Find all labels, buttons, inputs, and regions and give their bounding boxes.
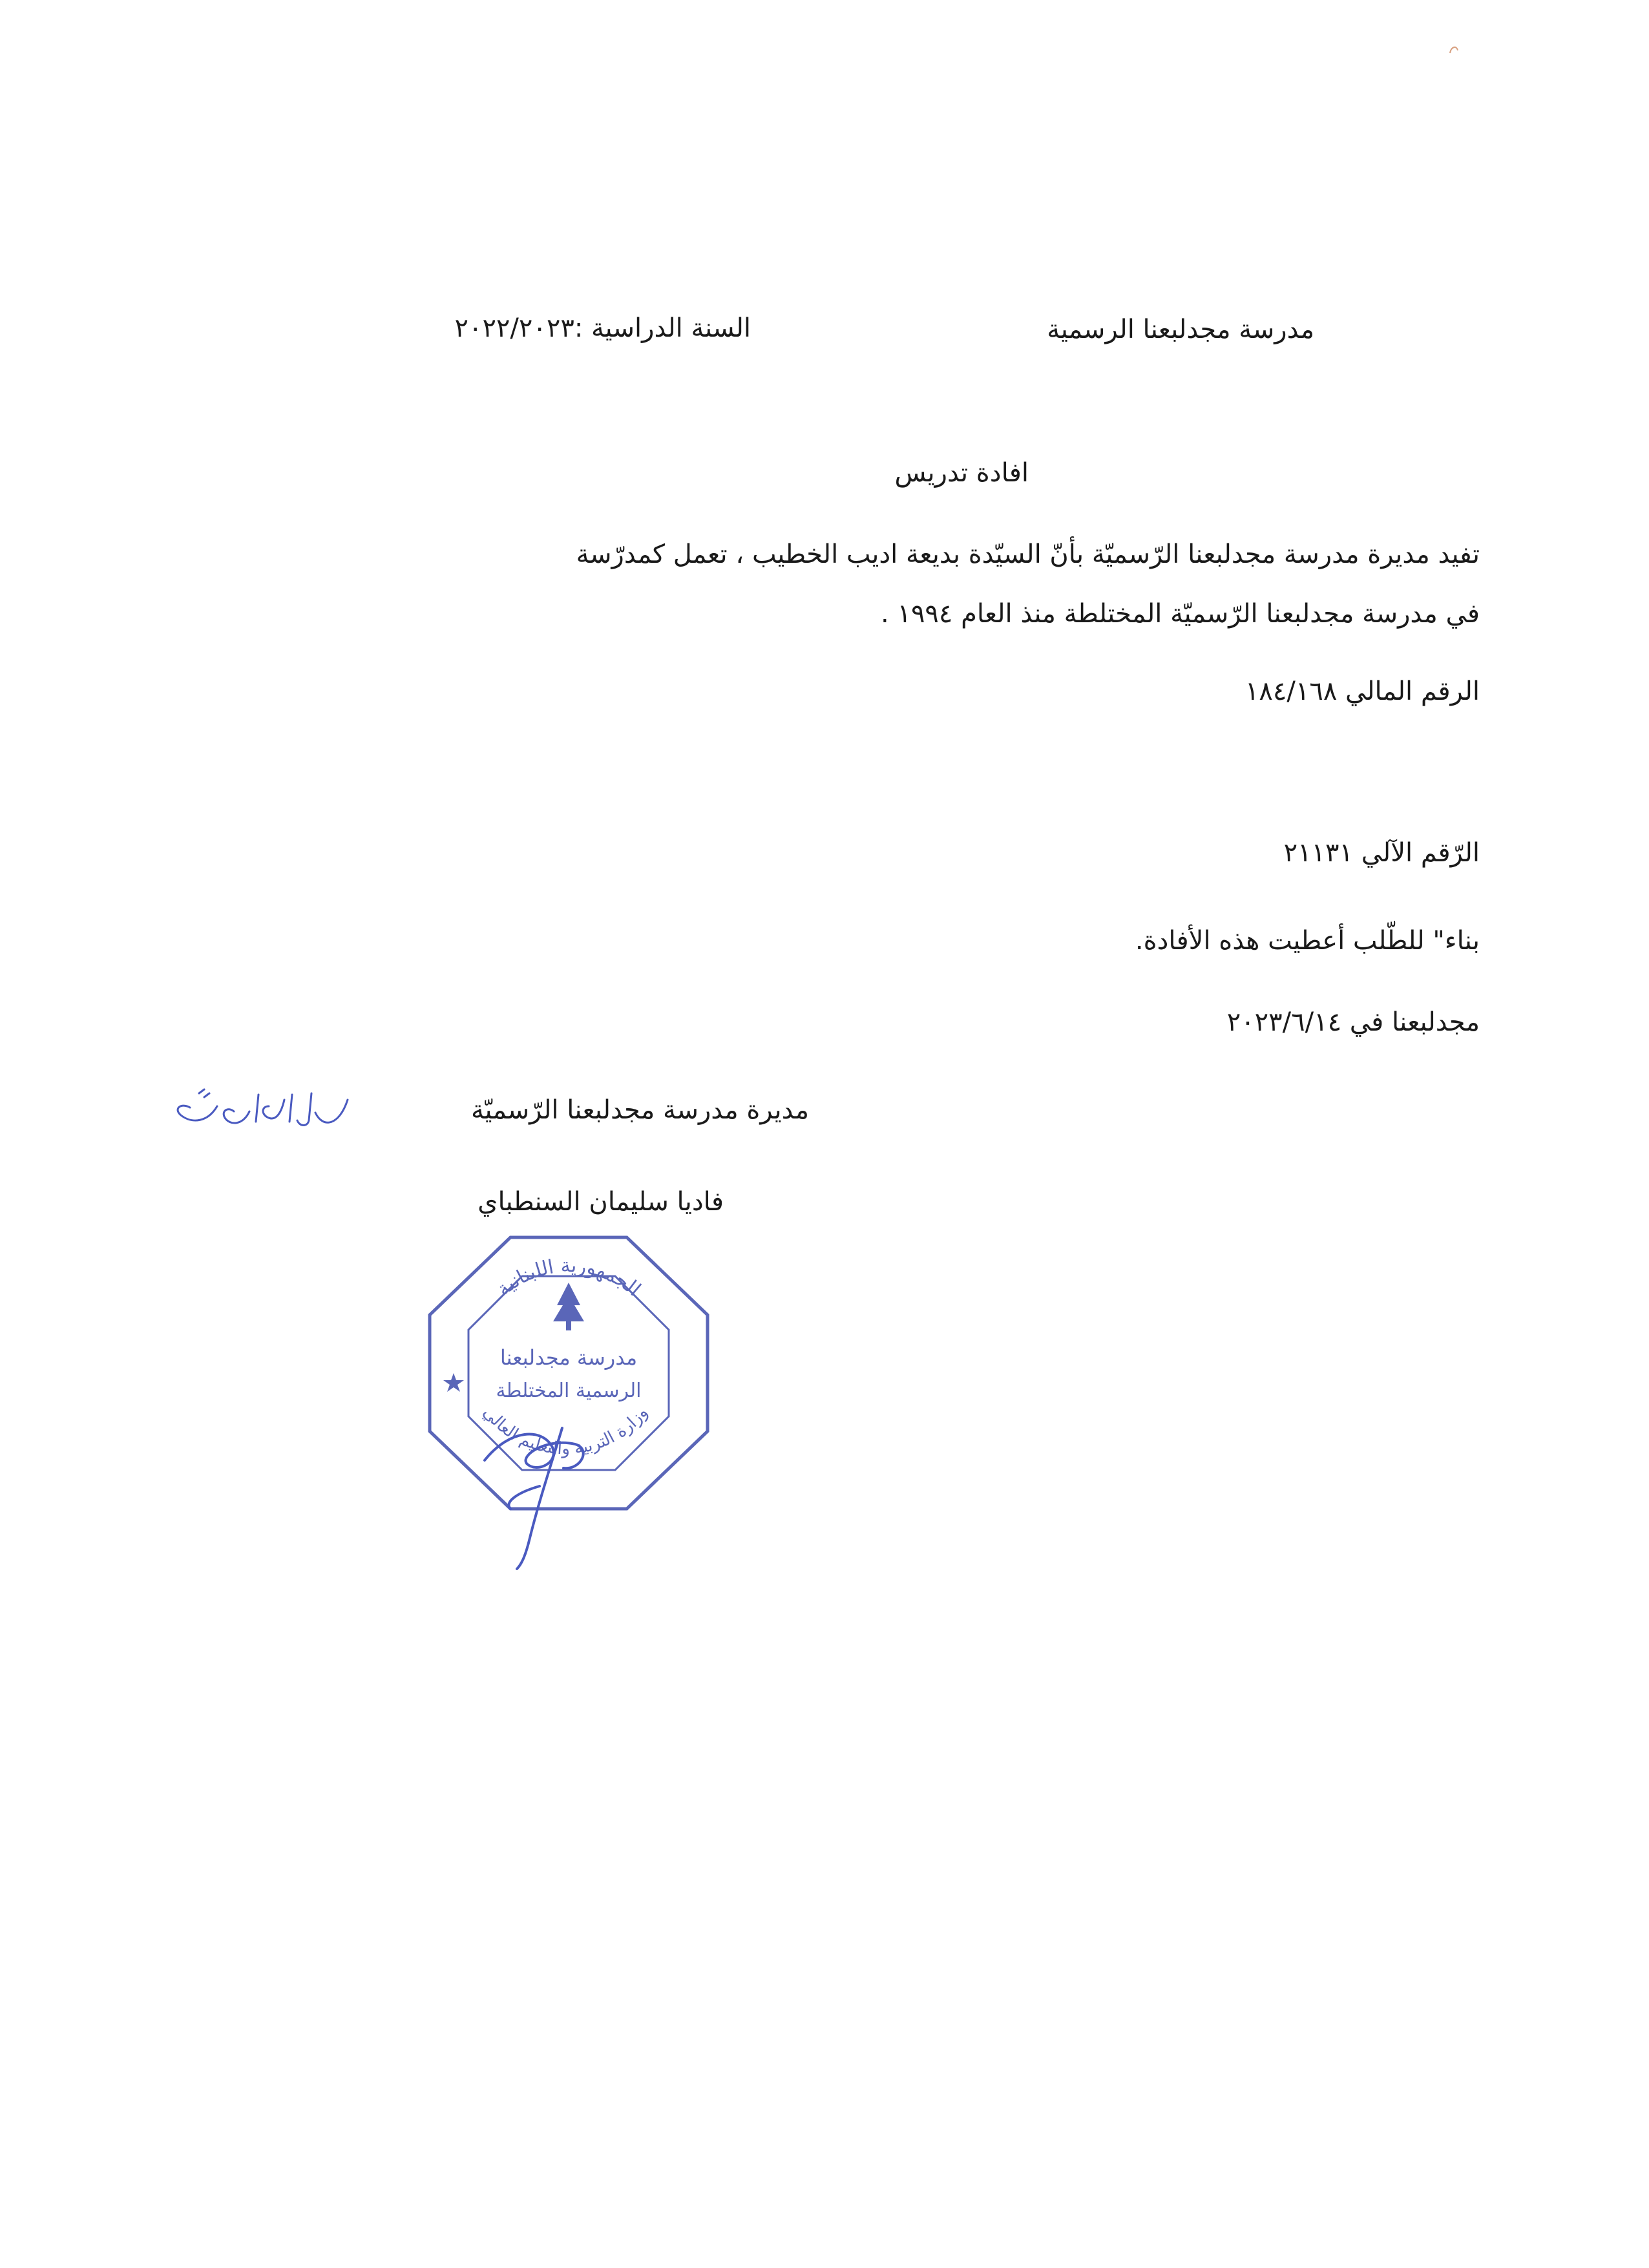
signatory-name: فاديا سليمان السنطباي <box>478 1187 724 1217</box>
document-title: افادة تدريس <box>894 458 1029 488</box>
svg-text:وزارة التربية والتعليم العالي <box>479 1403 651 1458</box>
official-stamp <box>414 1215 717 1577</box>
stamp-center-line-1: مدرسة مجدلبعنا <box>499 1345 638 1370</box>
star-icon <box>443 1373 464 1392</box>
request-note: بناء" للطّلب أعطيت هذه الأفادة. <box>1135 926 1480 956</box>
signatory-role: مديرة مدرسة مجدلبعنا الرّسميّة <box>470 1095 809 1125</box>
academic-year: السنة الدراسية :٢٠٢٢/٢٠٢٣ <box>454 313 751 343</box>
automated-number: الرّقم الآلي ٢١١٣١ <box>1283 838 1480 868</box>
scan-speck <box>1446 41 1463 58</box>
stamp-center-line-2: الرسمية المختلطة <box>496 1380 642 1402</box>
body-line-1: تفيد مديرة مدرسة مجدلبعنا الرّسميّة بأنّ السيّدة بديعة اديب الخطيب ، تعمل كمدرّسة <box>576 540 1480 569</box>
stamp-top-arc: الجمهورية اللبنانية <box>492 1254 646 1301</box>
financial-number: الرقم المالي ١٨٤/١٦٨ <box>1245 677 1480 706</box>
stamp-bottom-arc: وزارة التربية والتعليم العالي <box>479 1403 652 1459</box>
body-line-2: في مدرسة مجدلبعنا الرّسميّة المختلطة منذ العام ١٩٩٤ . <box>881 599 1480 629</box>
handwritten-note <box>162 1080 355 1139</box>
place-date: مجدلبعنا في ٢٠٢٣/٦/١٤ <box>1226 1007 1480 1037</box>
school-name: مدرسة مجدلبعنا الرسمية <box>1047 315 1314 344</box>
cedar-emblem-icon <box>553 1283 584 1330</box>
